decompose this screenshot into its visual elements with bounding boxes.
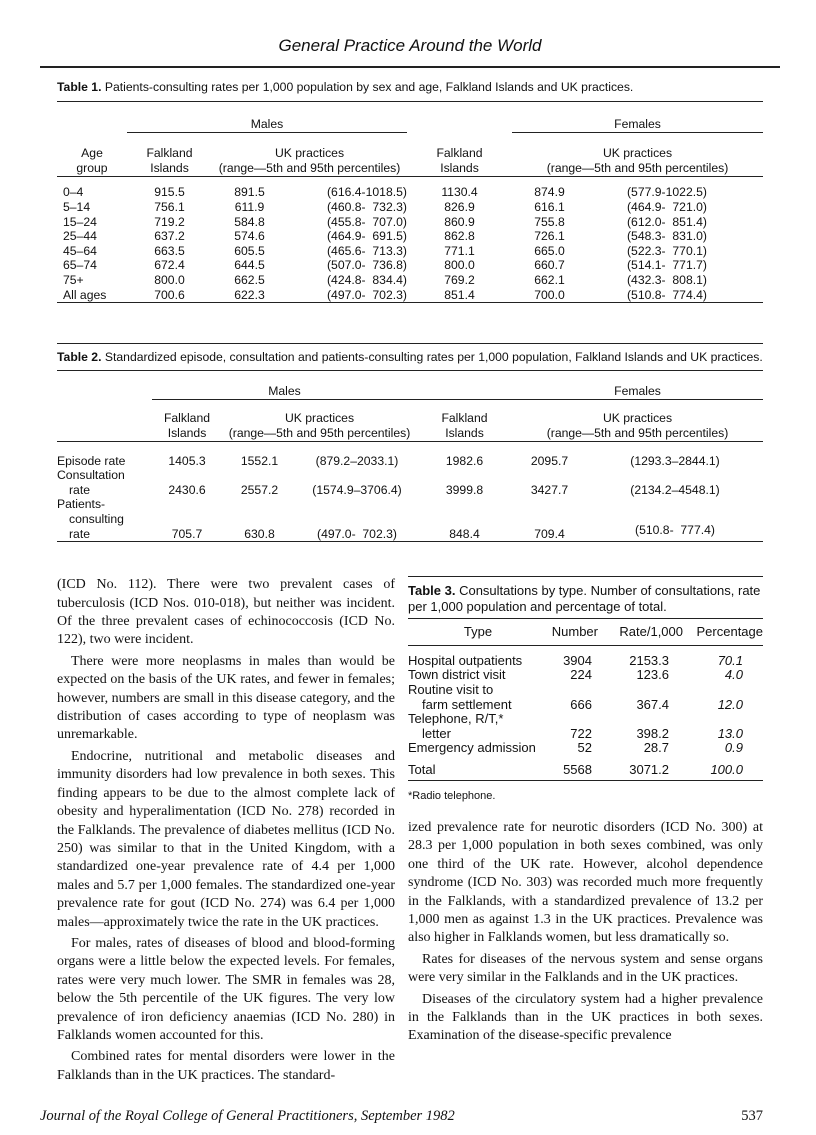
uk-females-range-cell: (2134.2–4548.1) (630, 482, 720, 497)
body-columns (57, 576, 763, 1085)
uk-males-range-cell: (507.0- 736.8) (327, 258, 407, 273)
table-row (57, 176, 763, 200)
table-label: Table 3. (408, 583, 456, 599)
table-row (57, 200, 763, 215)
table-3-footnote: *Radio telephone. (408, 789, 496, 802)
paragraph: Diseases of the circulatory system had a higher prevalence in the Falklands than in the UK practices in both sexes. Examination of the disease-specific prevalence (408, 991, 763, 1044)
rate-cell: 2153.3 (629, 652, 669, 668)
falkland-males-cell: 719.2 (154, 214, 185, 229)
percentage-header: Percentage (696, 623, 763, 639)
uk-females-cell: 700.0 (534, 287, 565, 302)
uk-females-range-cell: (510.8- 777.4) (635, 522, 715, 537)
caption-text: Standardized episode, consultation and patients-consulting rates per 1,000 population, Falkland Islands and UK practices. (104, 350, 763, 365)
paragraph: Endocrine, nutritional and metabolic diseases and immunity disorders had low prevalence in both sexes. This finding appears to be due to the almost complete lack of obesity and hyperalimentation (ICD No. 278) recorded in the Falklands. The prevalence of diabetes mellitus (ICD No. 250) was similar to that in the United Kingdom, with a standardized one-year prevalence rate of 4.4 per 1,000 males and 5.7 per 1,000 females. The standardized one-year prevalence rate for gout (ICD No. 274) was 6.4 per 1,000 males—approximately twice the rate in the UK practices. (57, 748, 395, 930)
age-group-cell: 65–74 (63, 258, 97, 273)
falkland-header: Falkland Islands (436, 146, 483, 175)
running-head: General Practice Around the World (278, 36, 542, 55)
uk-males-cell: 622.3 (234, 287, 265, 302)
table-row (408, 683, 763, 712)
table-row (57, 441, 763, 468)
uk-males-cell: 2557.2 (240, 482, 279, 497)
row-label (57, 468, 152, 497)
falkland-males-cell: 700.6 (154, 287, 185, 302)
row-label-line: rate (69, 482, 91, 497)
percentage-cell: 13.0 (717, 725, 743, 741)
falkland-males-cell: 705.7 (171, 526, 203, 541)
uk-males-cell: 630.8 (244, 526, 275, 541)
uk-males-cell: 605.5 (234, 243, 265, 258)
percentage-cell: 12.0 (717, 696, 743, 712)
type-line: farm settlement (422, 696, 512, 712)
falkland-males-cell: 2430.6 (168, 482, 206, 497)
type-cell (408, 741, 548, 756)
table-3-caption (408, 583, 763, 614)
falkland-header: Falkland Islands (146, 146, 193, 175)
uk-males-cell: 644.5 (234, 258, 265, 273)
falkland-males-cell: 663.5 (154, 243, 185, 258)
page-number: 537 (741, 1108, 763, 1125)
table-row (408, 668, 763, 683)
uk-males-cell: 1552.1 (240, 453, 279, 468)
type-line: Emergency admission (408, 740, 536, 756)
uk-males-range-cell: (455.8- 707.0) (327, 214, 407, 229)
table-row (57, 288, 763, 303)
type-line: Town district visit (408, 667, 506, 683)
uk-females-cell: 726.1 (534, 229, 565, 244)
paragraph: Rates for diseases of the nervous system and sense organs were very similar in the Falklands and in the UK practices. (408, 951, 763, 986)
table-row (408, 712, 763, 741)
uk-females-range-cell: (548.3- 831.0) (627, 229, 707, 244)
uk-females-range-cell: (522.3- 770.1) (627, 243, 707, 258)
table-row (57, 468, 763, 497)
uk-header: UK practices (range—5th and 95th percentiles) (546, 146, 729, 175)
falkland-header: Falkland Islands (441, 411, 488, 441)
uk-males-range-cell: (424.8- 834.4) (327, 272, 407, 287)
uk-females-cell: 665.0 (534, 243, 565, 258)
uk-females-cell: 755.8 (534, 214, 565, 229)
rate-cell: 3071.2 (629, 762, 669, 778)
falkland-males-cell: 637.2 (154, 229, 185, 244)
falkland-males-cell: 915.5 (154, 185, 185, 200)
number-cell: 666 (570, 696, 592, 712)
uk-males-range-cell: (1574.9–3706.4) (312, 482, 402, 497)
number-cell: 5568 (563, 762, 592, 778)
uk-females-cell: 616.1 (534, 200, 565, 214)
age-group-cell: All ages (63, 287, 107, 302)
uk-males-cell: 662.5 (234, 272, 265, 287)
uk-males-cell: 574.6 (234, 229, 265, 244)
uk-males-range-cell: (465.6- 713.3) (327, 243, 407, 258)
falkland-females-cell: 862.8 (444, 229, 475, 244)
table-row (408, 741, 763, 756)
number-cell: 3904 (563, 652, 592, 668)
type-line: Routine visit to (408, 681, 494, 697)
uk-males-cell: 891.5 (234, 185, 265, 200)
falkland-males-cell: 800.0 (154, 272, 185, 287)
row-label-line: consulting (69, 512, 124, 527)
uk-females-range-cell: (464.9- 721.0) (627, 200, 707, 214)
uk-females-range-cell: (514.1- 771.7) (627, 258, 707, 273)
table-row (408, 645, 763, 668)
uk-females-cell: 2095.7 (530, 453, 569, 468)
uk-females-cell: 3427.7 (530, 482, 569, 497)
males-header: Males (127, 102, 407, 132)
uk-males-range-cell: (879.2–2033.1) (315, 453, 399, 468)
falkland-females-cell: 851.4 (444, 287, 475, 302)
table-label: Table 1. (57, 80, 102, 94)
type-cell (408, 712, 548, 741)
uk-females-range-cell: (432.3- 808.1) (627, 272, 707, 287)
females-header: Females (512, 371, 763, 399)
uk-males-range-cell: (497.0- 702.3) (327, 287, 407, 302)
falkland-males-cell: 756.1 (154, 200, 185, 214)
table-2-caption (57, 350, 763, 365)
type-cell (408, 645, 548, 668)
table-1-caption (57, 80, 763, 95)
falkland-females-cell: 771.1 (444, 243, 475, 258)
row-label (57, 441, 152, 468)
number-header: Number (551, 623, 598, 639)
table-3 (408, 576, 763, 803)
table-1-grid (57, 102, 763, 303)
falkland-females-cell: 800.0 (444, 258, 475, 273)
uk-males-range-cell: (464.9- 691.5) (327, 229, 407, 244)
percentage-cell: 70.1 (717, 652, 743, 668)
table-row (57, 497, 763, 541)
age-group-cell: 0–4 (63, 185, 84, 200)
row-label-line: Patients- (57, 497, 106, 512)
uk-males-cell: 584.8 (234, 214, 265, 229)
falkland-males-cell: 672.4 (154, 258, 185, 273)
uk-header: UK practices (range—5th and 95th percentiles) (546, 411, 729, 441)
type-line: Hospital outpatients (408, 652, 523, 668)
paragraph: There were more neoplasms in males than would be expected on the basis of the UK rates, and fewer in females; however, numbers are small in this disease category, and the distribution of cases according to type of neoplasm was unremarkable. (57, 653, 395, 743)
uk-females-cell: 660.7 (534, 258, 565, 273)
uk-header: UK practices (range—5th and 95th percentiles) (228, 411, 411, 441)
percentage-cell: 0.9 (724, 740, 743, 756)
type-cell (408, 668, 548, 683)
rate-header: Rate/1,000 (619, 623, 683, 639)
table-label: Table 2. (57, 350, 102, 365)
age-group-cell: 5–14 (63, 200, 91, 214)
right-column (408, 576, 763, 1046)
rate-cell: 28.7 (643, 740, 669, 756)
falkland-females-cell: 848.4 (449, 526, 480, 541)
males-header: Males (152, 371, 417, 399)
uk-females-range-cell: (1293.3–2844.1) (630, 453, 720, 468)
uk-females-range-cell: (577.9-1022.5) (627, 185, 707, 200)
divider (40, 66, 780, 68)
falkland-header: Falkland Islands (163, 411, 211, 441)
paragraph: Combined rates for mental disorders were lower in the Falklands than in the UK practices. The standard- (57, 1049, 395, 1083)
females-header: Females (512, 102, 763, 132)
age-group-cell: 75+ (63, 272, 84, 287)
row-label-line: Episode rate (57, 453, 126, 468)
age-group-cell: 15–24 (63, 214, 97, 229)
uk-males-range-cell: (616.4-1018.5) (327, 185, 407, 200)
paragraph: (ICD No. 112). There were two prevalent cases of tuberculosis (ICD Nos. 010-018), but neither was incident. Of the three prevalent cases of echinococcosis (ICD No. 122), two were incident. (57, 577, 395, 648)
type-cell (408, 683, 548, 712)
table-3-grid (408, 619, 763, 778)
uk-females-range-cell: (510.8- 774.4) (627, 287, 707, 302)
number-cell: 224 (570, 667, 592, 683)
row-label (57, 497, 152, 541)
body-column-right (408, 819, 763, 1046)
rate-cell: 398.2 (636, 725, 669, 741)
uk-males-cell: 611.9 (234, 200, 265, 214)
falkland-females-cell: 826.9 (444, 200, 475, 214)
body-column-left (57, 576, 395, 1085)
row-label-line: Consultation (57, 468, 125, 483)
age-group-cell: 25–44 (63, 229, 97, 244)
table-1 (57, 80, 763, 303)
caption-text: Patients-consulting rates per 1,000 population by sex and age, Falkland Islands and UK practices. (104, 80, 634, 94)
table-row (57, 258, 763, 273)
uk-females-cell: 662.1 (534, 272, 565, 287)
type-cell: Total (408, 762, 436, 778)
paragraph: ized prevalence rate for neurotic disorders (ICD No. 300) at 28.3 per 1,000 population in both sexes combined, was only one third of the UK rate. However, alcohol dependence syndrome (ICD No. 303) was recorded much more frequently in the Falklands, with a standardized prevalence of 13.2 per 1,000 men as against 1.3 in the UK practices. Prevalence was also higher in Falklands women, but less dramatically so. (408, 819, 763, 946)
paragraph: For males, rates of diseases of blood and blood-forming organs were a little below the expected levels. For females, rates were very much lower. The SMR in females was 28, below the 5th percentile of the UK figures. The very low prevalence of iron deficiency anaemias (ICD No. 280) in Falklands women accounted for this. (57, 935, 395, 1043)
uk-females-cell: 874.9 (534, 185, 565, 200)
table-row (57, 229, 763, 244)
falkland-females-cell: 1982.6 (445, 453, 484, 468)
falkland-females-cell: 769.2 (444, 272, 475, 287)
rate-cell: 367.4 (636, 696, 669, 712)
falkland-males-cell: 1405.3 (168, 453, 206, 468)
type-line: Telephone, R/T,* (408, 711, 504, 727)
uk-males-range-cell: (497.0- 702.3) (317, 526, 397, 541)
falkland-females-cell: 860.9 (444, 214, 475, 229)
number-cell: 52 (577, 740, 592, 756)
type-line: letter (422, 725, 451, 741)
percentage-cell: 100.0 (710, 762, 743, 778)
table-row (57, 215, 763, 230)
uk-females-range-cell: (612.0- 851.4) (627, 214, 707, 229)
percentage-cell: 4.0 (724, 667, 743, 683)
row-label-line: rate (69, 526, 91, 541)
age-group-cell: 45–64 (63, 243, 97, 258)
rate-cell: 123.6 (636, 667, 669, 683)
number-cell: 722 (570, 725, 592, 741)
caption-text: Consultations by type. Number of consultations, rate per 1,000 population and percentage of total. (408, 583, 761, 614)
table-row (57, 273, 763, 288)
table-2 (57, 343, 763, 542)
age-group-header: Age group (76, 146, 108, 175)
type-header: Type (463, 623, 493, 639)
uk-header: UK practices (range—5th and 95th percentiles) (218, 146, 401, 175)
uk-males-range-cell: (460.8- 732.3) (327, 200, 407, 214)
footer-journal: Journal of the Royal College of General Practitioners, September 1982 (40, 1108, 455, 1125)
table-2-grid (57, 371, 763, 542)
table-row (57, 244, 763, 259)
falkland-females-cell: 3999.8 (445, 482, 484, 497)
footer (40, 1107, 763, 1135)
uk-females-cell: 709.4 (534, 526, 565, 541)
total-row (408, 756, 763, 778)
falkland-females-cell: 1130.4 (441, 185, 478, 200)
